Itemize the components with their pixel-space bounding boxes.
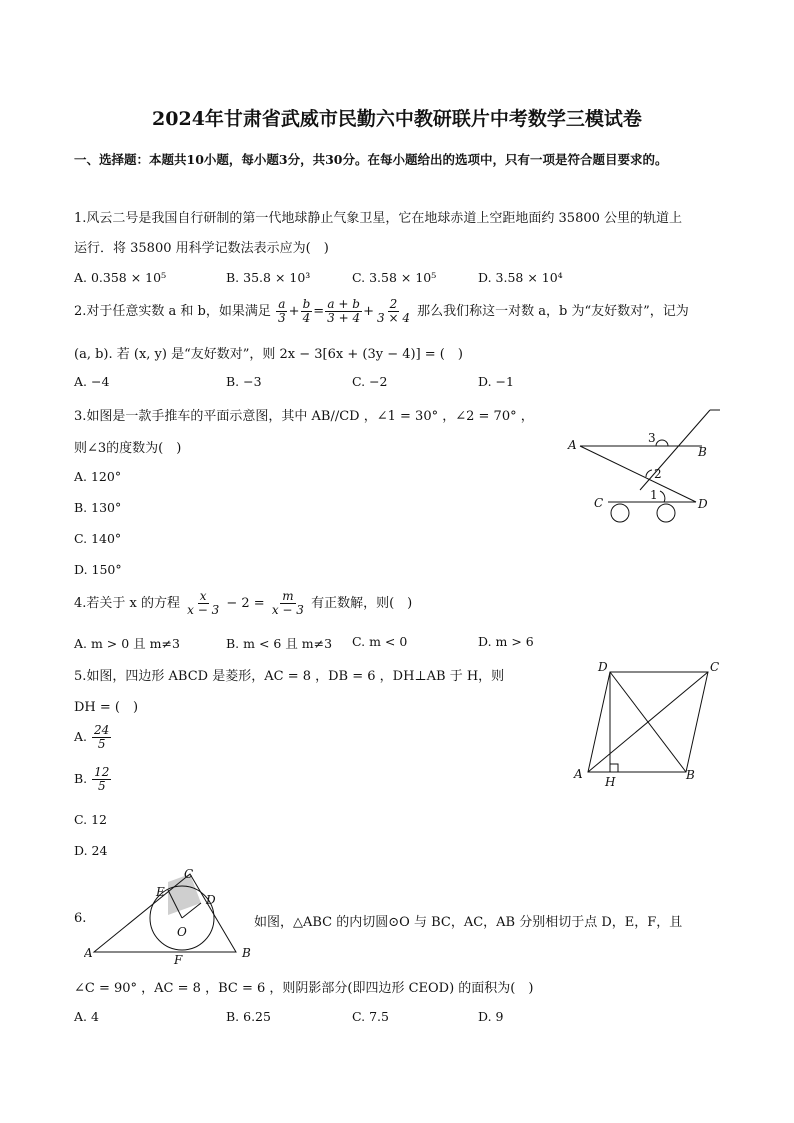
q5-option-a-frac [92,724,111,751]
q2-frac4-num: 2 [389,297,398,311]
q2-option-b: B. −3 [226,374,262,389]
wheel-left [611,504,629,522]
wheel-right [657,504,675,522]
q5-option-d: D. 24 [74,843,108,858]
label-angle3: 3 [648,431,656,445]
q4-option-b: B. m < 6 且 m≠3 [226,636,333,651]
label-angle2: 2 [654,467,662,481]
label-e: E [156,885,165,899]
q4-frac2 [270,590,306,617]
label-f: F [174,953,183,964]
q4-option-d: D. m > 6 [478,634,534,649]
q4-mid: − 2 = [226,596,265,611]
label-h: H [605,775,616,789]
q2-frac1-num: a [278,297,286,311]
label-c: C [594,496,604,510]
q2-option-d: D. −1 [478,374,514,389]
label-a: A [574,767,583,781]
q2-frac3-num: a + b [327,297,360,311]
q3-option-d: D. 150° [74,562,122,577]
q5-option-a-num: 24 [94,723,110,737]
angle2-arc [646,470,652,477]
q4-frac1 [185,590,221,617]
right-angle-mark [610,764,618,772]
angle1-arc [660,491,665,502]
q2-frac1-den: 3 [278,311,286,325]
q1-line1: 1.风云二号是我国自行研制的第一代地球静止气象卫星，它在地球赤道上空距地面约 35800 公里的轨道上 [74,211,683,226]
q4-option-a: A. m > 0 且 m≠3 [74,636,180,651]
q1-option-b: B. 35.8 × 10³ [226,270,311,285]
rhombus-figure [568,658,728,792]
section-heading: 一、选择题：本题共10小题，每小题3分，共30分。在每小题给出的选项中，只有一项是符合题目要求的。 [74,152,668,167]
label-angle1: 1 [650,488,658,502]
q6-line2: ∠C = 90° ，AC = 8 ，BC = 6 ，则阴影部分(即四边形 CEOD) 的面积为( ) [74,981,534,996]
q4-frac2-num: m [282,589,294,603]
q4-option-c: C. m < 0 [352,634,408,649]
q1-option-c: C. 3.58 × 10⁵ [352,270,437,285]
q5-option-b [74,766,112,793]
q2-frac2 [301,298,313,325]
q2-frac2-den: 4 [302,311,311,325]
label-b: B [686,768,695,782]
q3-option-c: C. 140° [74,531,122,546]
q2-post: 那么我们称这一对数 a，b 为“友好数对”，记为 [417,304,689,319]
q2-frac3 [325,298,362,325]
label-c: C [710,660,720,674]
diagonal-db [610,672,686,772]
angle3-arc [656,440,668,446]
label-d: D [598,660,608,674]
label-c: C [184,867,194,881]
triangle-abc [94,874,236,952]
q1-option-a: A. 0.358 × 10⁵ [74,270,167,285]
q6-number: 6. [74,911,87,926]
label-b: B [242,946,251,960]
q5-line1: 5.如图，四边形 ABCD 是菱形，AC = 8 ，DB = 6 ，DH⊥AB 于 H，则 [74,669,505,684]
q6-option-c: C. 7.5 [352,1009,389,1024]
q5-option-b-letter: B. [74,771,88,786]
q4-frac2-den: x − 3 [271,603,304,617]
incircle-figure [84,866,256,964]
label-d: D [206,893,216,907]
q2-pre: 2.对于任意实数 a 和 b，如果满足 [74,304,271,319]
label-o: O [177,925,187,939]
q2-line1: 2.对于任意实数 a 和 b，如果满足 $\frac{a}{3}$ + $\frac{b}{4}$ = $\frac{a + b}{3 + 4}$ + $\frac{2}{3 \times 4}$ 那么我们称这一对数 a，b 为“友好数对”，记为 [74,297,689,325]
cart-figure [560,400,730,530]
q2-option-a: A. −4 [74,374,110,389]
q1-line2: 运行．将 35800 用科学记数法表示应为( ) [74,241,329,256]
label-a: A [84,946,93,960]
q6-option-d: D. 9 [478,1009,504,1024]
q5-option-b-num: 12 [94,765,110,779]
label-d: D [698,497,708,511]
q2-frac3-den: 3 + 4 [327,311,361,325]
q4-post: 有正数解，则( ) [311,596,413,611]
q2-option-c: C. −2 [352,374,388,389]
q2-frac1 [276,298,288,325]
q1-option-d: D. 3.58 × 10⁴ [478,270,563,285]
q5-option-a [74,724,112,751]
q2-frac4 [375,298,412,325]
label-a: A [568,438,577,452]
line-ad [580,446,696,502]
page-title: 2024年甘肃省武威市民勤六中教研联片中考数学三模试卷 [152,108,642,130]
q2-frac4-den: 3 × 4 [377,311,410,325]
q3-option-b: B. 130° [74,500,122,515]
q4-frac1-num: x [199,589,207,603]
q5-option-b-den: 5 [97,779,106,793]
q2-frac2-num: b [302,297,311,311]
q6-option-a: A. 4 [74,1009,99,1024]
q4-pre: 4.若关于 x 的方程 [74,596,180,611]
q4-line [74,590,412,617]
q3-line1: 3.如图是一款手推车的平面示意图，其中 AB//CD ，∠1 = 30° ，∠2 = 70° ， [74,409,534,424]
q3-option-a: A. 120° [74,469,122,484]
q5-option-a-letter: A. [74,729,88,744]
q5-option-c: C. 12 [74,812,107,827]
q2-line2: (a, b). 若 (x, y) 是“友好数对”，则 2x − 3[6x + (3y − 4)] = ( ) [74,347,463,362]
label-b: B [698,445,707,459]
q5-line2: DH = ( ) [74,700,139,715]
q6-line1: 如图，△ABC 的内切圆⊙O 与 BC，AC，AB 分别相切于点 D，E，F，且 [254,915,683,930]
q5-option-b-frac [92,766,111,793]
q6-option-b: B. 6.25 [226,1009,271,1024]
q3-line2: 则∠3的度数为( ) [74,441,182,456]
q5-option-a-den: 5 [97,737,106,751]
q4-frac1-den: x − 3 [187,603,220,617]
